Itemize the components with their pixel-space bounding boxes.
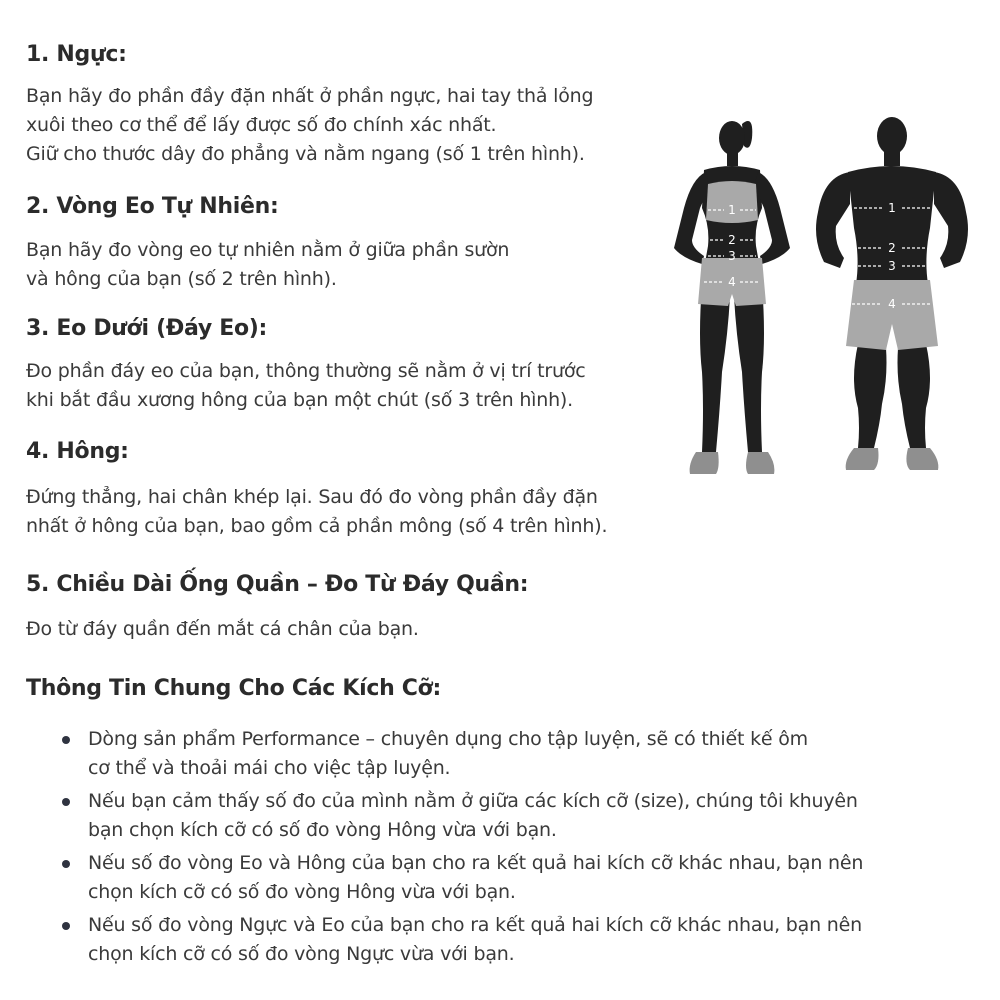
text-line: cơ thể và thoải mái cho việc tập luyện. <box>88 757 451 779</box>
text-line: Nếu số đo vòng Eo và Hông của bạn cho ra kết quả hai kích cỡ khác nhau, bạn nên <box>88 852 864 874</box>
female-figure <box>674 121 790 474</box>
female-measure-labels <box>728 203 736 289</box>
section-title-hip: 4. Hông: <box>26 439 129 464</box>
male-figure <box>816 117 968 470</box>
measure-mark-1: 1 <box>728 203 736 217</box>
measure-mark-1: 1 <box>888 201 896 215</box>
measure-mark-4: 4 <box>888 297 896 311</box>
text-line: Đứng thẳng, hai chân khép lại. Sau đó đo vòng phần đầy đặn <box>26 486 598 508</box>
general-info-list <box>58 725 958 973</box>
text-line: Giữ cho thước dây đo phẳng và nằm ngang (số 1 trên hình). <box>26 143 585 165</box>
female-shoe-left <box>690 452 719 474</box>
measurement-figures-illustration <box>658 108 988 488</box>
text-line: Nếu bạn cảm thấy số đo của mình nằm ở giữa các kích cỡ (size), chúng tôi khuyên <box>88 790 858 812</box>
text-line: nhất ở hông của bạn, bao gồm cả phần mông (số 4 trên hình). <box>26 515 608 537</box>
text-line: Bạn hãy đo phần đầy đặn nhất ở phần ngực, hai tay thả lỏng <box>26 85 594 107</box>
section-title-low-waist: 3. Eo Dưới (Đáy Eo): <box>26 316 268 341</box>
measure-mark-2: 2 <box>888 241 896 255</box>
text-line: xuôi theo cơ thể để lấy được số đo chính xác nhất. <box>26 114 497 136</box>
text-line: chọn kích cỡ có số đo vòng Hông vừa với bạn. <box>88 881 516 903</box>
measure-mark-2: 2 <box>728 233 736 247</box>
section-text-natural-waist <box>26 236 509 294</box>
text-line: chọn kích cỡ có số đo vòng Ngực vừa với bạn. <box>88 943 515 965</box>
measure-mark-4: 4 <box>728 275 736 289</box>
text-line: Nếu số đo vòng Ngực và Eo của bạn cho ra kết quả hai kích cỡ khác nhau, bạn nên <box>88 914 862 936</box>
male-shorts <box>846 280 938 350</box>
text-line: và hông của bạn (số 2 trên hình). <box>26 268 337 290</box>
text-line: Đo từ đáy quần đến mắt cá chân của bạn. <box>26 618 419 640</box>
bullet-icon <box>62 736 70 744</box>
section-title-inseam: 5. Chiều Dài Ống Quần – Đo Từ Đáy Quần: <box>26 572 529 597</box>
text-line: Đo phần đáy eo của bạn, thông thường sẽ nằm ở vị trí trước <box>26 360 586 382</box>
male-shoe-left <box>846 448 879 470</box>
text-line: Dòng sản phẩm Performance – chuyên dụng cho tập luyện, sẽ có thiết kế ôm <box>88 728 808 750</box>
text-line: khi bắt đầu xương hông của bạn một chút (số 3 trên hình). <box>26 389 573 411</box>
measure-mark-3: 3 <box>728 249 736 263</box>
text-line: Bạn hãy đo vòng eo tự nhiên nằm ở giữa phần sườn <box>26 239 510 261</box>
section-title-chest: 1. Ngực: <box>26 42 127 67</box>
bullet-icon <box>62 798 70 806</box>
section-text-chest <box>26 82 593 169</box>
section-text-hip <box>26 483 607 541</box>
section-text-low-waist <box>26 357 586 415</box>
general-info-title: Thông Tin Chung Cho Các Kích Cỡ: <box>26 676 441 701</box>
list-item <box>58 911 958 969</box>
list-item <box>58 849 958 907</box>
section-title-natural-waist: 2. Vòng Eo Tự Nhiên: <box>26 194 279 219</box>
section-text-inseam <box>26 615 419 644</box>
measure-mark-3: 3 <box>888 259 896 273</box>
male-shoe-right <box>906 448 938 470</box>
text-line: bạn chọn kích cỡ có số đo vòng Hông vừa với bạn. <box>88 819 557 841</box>
female-shoe-right <box>746 452 774 474</box>
list-item <box>58 725 958 783</box>
bullet-icon <box>62 922 70 930</box>
list-item <box>58 787 958 845</box>
bullet-icon <box>62 860 70 868</box>
